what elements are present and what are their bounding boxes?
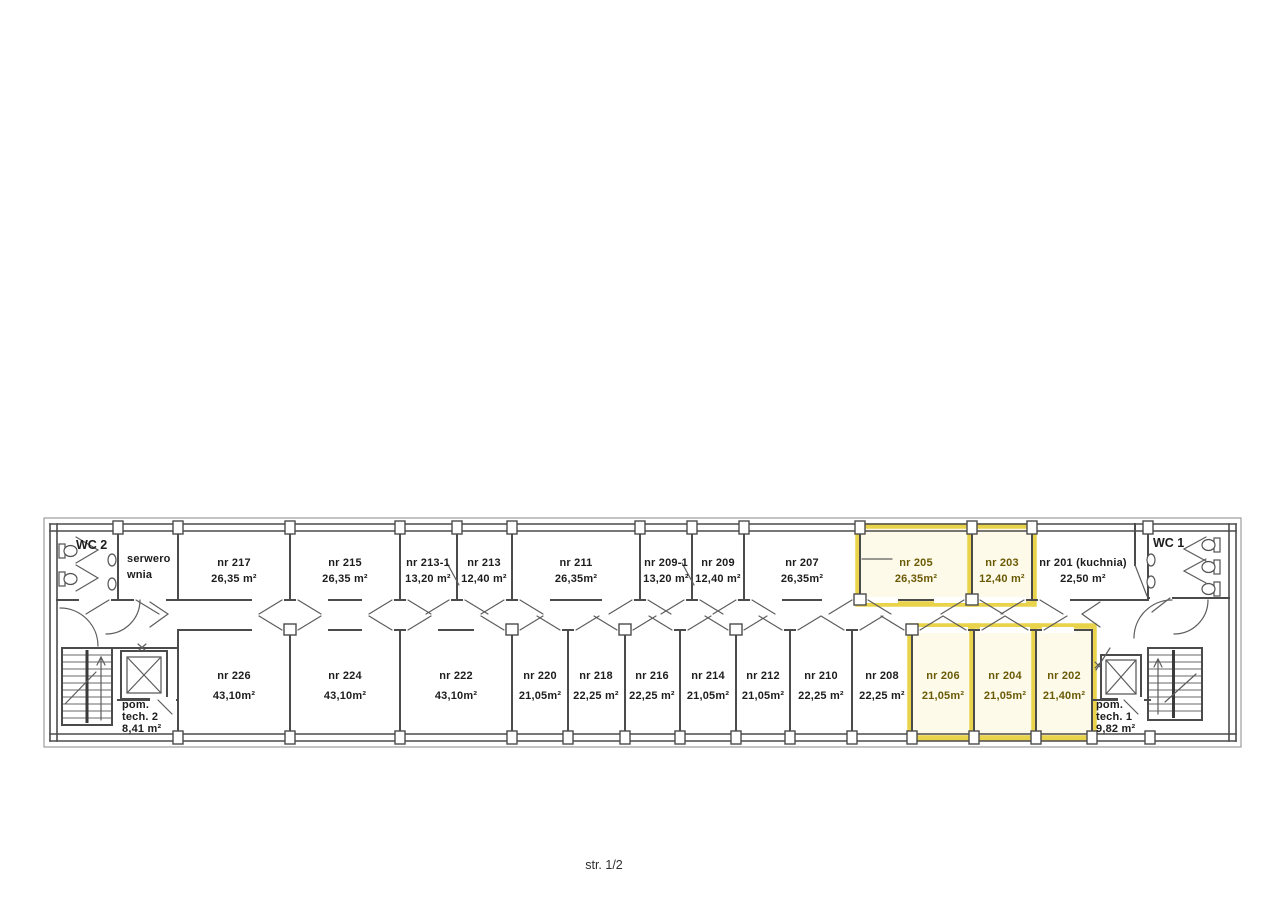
room-nr-201 bbox=[1039, 557, 1127, 585]
room-nr-220 bbox=[519, 670, 562, 702]
svg-text:21,05m²: 21,05m² bbox=[741, 690, 785, 702]
svg-text:nr 205: nr 205 bbox=[899, 557, 933, 569]
room-nr-208 bbox=[859, 670, 905, 702]
pom-tech-1-label bbox=[1096, 699, 1135, 735]
svg-text:26,35m²: 26,35m² bbox=[780, 573, 824, 585]
svg-text:21,05m²: 21,05m² bbox=[518, 690, 562, 702]
wc2-label: WC 2 bbox=[76, 538, 108, 552]
svg-text:nr 214: nr 214 bbox=[691, 670, 725, 682]
svg-text:nr 213: nr 213 bbox=[467, 557, 501, 569]
svg-text:13,20 m²: 13,20 m² bbox=[405, 573, 451, 585]
svg-text:nr 216: nr 216 bbox=[635, 670, 669, 682]
svg-text:21,05m²: 21,05m² bbox=[686, 690, 730, 702]
room-nr-213 bbox=[461, 557, 507, 585]
svg-text:nr 224: nr 224 bbox=[328, 670, 362, 682]
svg-text:pom.: pom. bbox=[122, 699, 150, 711]
svg-text:12,40 m²: 12,40 m² bbox=[461, 573, 507, 585]
svg-text:43,10m²: 43,10m² bbox=[212, 690, 256, 702]
room-nr-209 bbox=[695, 557, 741, 585]
highlight-room-204 bbox=[972, 626, 1038, 738]
room-nr-216 bbox=[629, 670, 675, 702]
svg-text:nr 208: nr 208 bbox=[865, 670, 899, 682]
svg-text:nr 212: nr 212 bbox=[746, 670, 780, 682]
svg-text:21,40m²: 21,40m² bbox=[1042, 690, 1086, 702]
svg-text:nr 204: nr 204 bbox=[988, 670, 1022, 682]
svg-text:pom.: pom. bbox=[1096, 699, 1124, 711]
svg-text:nr 215: nr 215 bbox=[328, 557, 362, 569]
svg-text:nr 202: nr 202 bbox=[1047, 670, 1081, 682]
staircase-right bbox=[1148, 648, 1202, 720]
svg-text:nr 220: nr 220 bbox=[523, 670, 557, 682]
svg-text:26,35m²: 26,35m² bbox=[554, 573, 598, 585]
svg-text:nr 210: nr 210 bbox=[804, 670, 838, 682]
svg-text:43,10m²: 43,10m² bbox=[434, 690, 478, 702]
svg-text:tech. 2: tech. 2 bbox=[122, 711, 159, 723]
svg-text:26,35m²: 26,35m² bbox=[894, 573, 938, 585]
svg-text:21,05m²: 21,05m² bbox=[921, 690, 965, 702]
svg-text:21,05m²: 21,05m² bbox=[983, 690, 1027, 702]
svg-text:nr 213-1: nr 213-1 bbox=[406, 557, 450, 569]
room-nr-215 bbox=[322, 557, 368, 585]
svg-text:nr 226: nr 226 bbox=[217, 670, 251, 682]
svg-text:nr 209: nr 209 bbox=[701, 557, 735, 569]
svg-text:nr 203: nr 203 bbox=[985, 557, 1019, 569]
svg-text:nr 217: nr 217 bbox=[217, 557, 251, 569]
room-nr-222 bbox=[435, 670, 478, 702]
room-nr-210 bbox=[798, 670, 844, 702]
room-nr-226 bbox=[213, 670, 256, 702]
svg-text:26,35 m²: 26,35 m² bbox=[322, 573, 368, 585]
svg-text:22,25 m²: 22,25 m² bbox=[629, 690, 675, 702]
room-nr-209-1 bbox=[643, 557, 689, 585]
room-nr-218 bbox=[573, 670, 619, 702]
wc1-label: WC 1 bbox=[1153, 536, 1185, 550]
svg-text:12,40 m²: 12,40 m² bbox=[979, 573, 1025, 585]
highlight-room-202 bbox=[1034, 626, 1094, 738]
room-nr-213-1 bbox=[405, 557, 451, 585]
svg-text:13,20 m²: 13,20 m² bbox=[643, 573, 689, 585]
svg-text:wnia: wnia bbox=[127, 569, 153, 581]
svg-text:nr 218: nr 218 bbox=[579, 670, 613, 682]
svg-text:serwero: serwero bbox=[127, 553, 171, 565]
svg-text:22,25 m²: 22,25 m² bbox=[859, 690, 905, 702]
room-nr-217 bbox=[211, 557, 257, 585]
svg-text:nr 207: nr 207 bbox=[785, 557, 819, 569]
room-nr-212 bbox=[742, 670, 785, 702]
room-nr-224 bbox=[324, 670, 367, 702]
svg-text:nr 206: nr 206 bbox=[926, 670, 960, 682]
svg-text:8,41 m²: 8,41 m² bbox=[122, 723, 162, 735]
svg-text:12,40 m²: 12,40 m² bbox=[695, 573, 741, 585]
svg-text:nr 209-1: nr 209-1 bbox=[644, 557, 688, 569]
highlight-room-206 bbox=[910, 626, 976, 738]
svg-text:22,25 m²: 22,25 m² bbox=[798, 690, 844, 702]
svg-text:22,25 m²: 22,25 m² bbox=[573, 690, 619, 702]
svg-text:tech. 1: tech. 1 bbox=[1096, 711, 1133, 723]
svg-text:22,50 m²: 22,50 m² bbox=[1060, 573, 1106, 585]
svg-text:9,82 m²: 9,82 m² bbox=[1096, 723, 1136, 735]
pom-tech-2-label bbox=[122, 699, 161, 735]
room-nr-211 bbox=[555, 557, 598, 585]
room-nr-214 bbox=[687, 670, 730, 702]
page-number: str. 1/2 bbox=[585, 858, 623, 872]
svg-text:43,10m²: 43,10m² bbox=[323, 690, 367, 702]
svg-text:nr 211: nr 211 bbox=[559, 557, 593, 569]
svg-text:nr 222: nr 222 bbox=[439, 670, 473, 682]
svg-text:26,35 m²: 26,35 m² bbox=[211, 573, 257, 585]
room-nr-207 bbox=[781, 557, 824, 585]
elevator-left bbox=[121, 644, 167, 699]
staircase-left bbox=[62, 648, 112, 725]
svg-text:nr 201 (kuchnia): nr 201 (kuchnia) bbox=[1039, 557, 1127, 569]
server-room-label bbox=[126, 553, 171, 581]
